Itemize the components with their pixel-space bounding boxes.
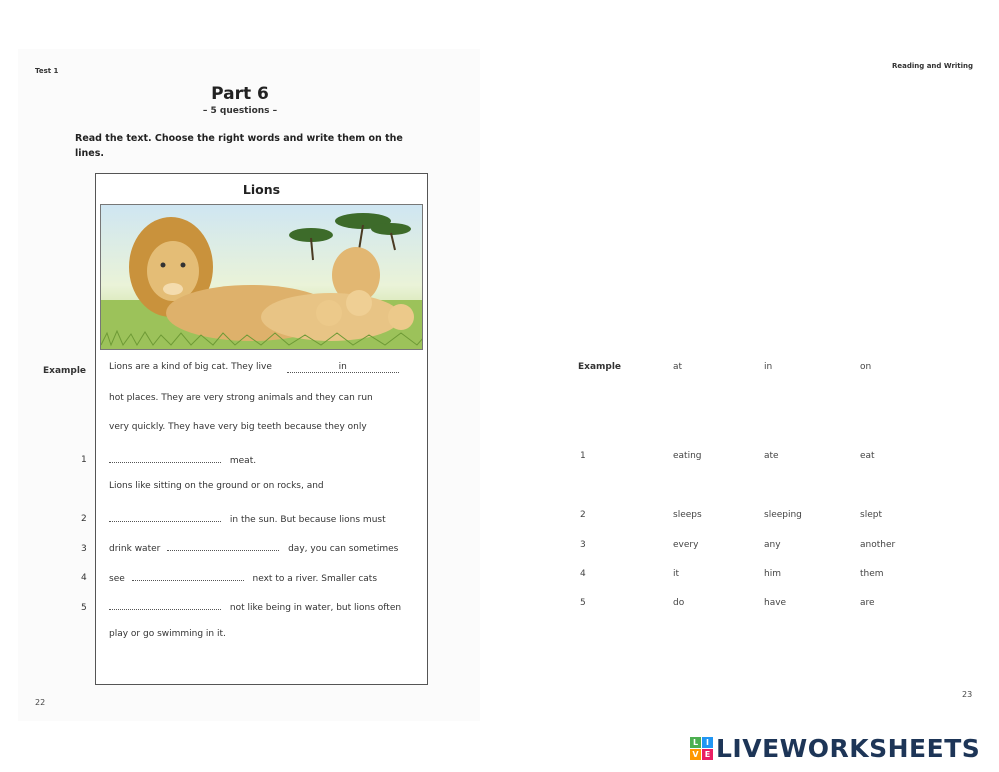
example-answer-line: in — [287, 362, 399, 373]
answer-blank-3[interactable] — [167, 540, 279, 551]
logo-tile: V — [690, 749, 701, 760]
option: eating — [673, 451, 702, 461]
line-text: next to a river. Smaller cats — [252, 574, 378, 584]
option: have — [764, 598, 787, 608]
line-text: meat. — [229, 456, 257, 466]
text-line — [109, 540, 398, 554]
line-text: Lions are a kind of big cat. They live — [109, 362, 272, 372]
page-number-right: 23 — [962, 690, 973, 699]
row-label: 1 — [580, 451, 586, 461]
option: another — [860, 540, 896, 550]
row-label: 2 — [580, 510, 586, 520]
answer-blank-5[interactable] — [109, 599, 221, 610]
text-line — [109, 362, 399, 373]
option: him — [764, 569, 781, 579]
text-line — [109, 570, 377, 584]
option: in — [764, 362, 773, 372]
option: eat — [860, 451, 875, 461]
lions-illustration — [100, 204, 423, 350]
option: slept — [860, 510, 882, 520]
text-line: play or go swimming in it. — [109, 629, 226, 639]
instructions: Read the text. Choose the right words and write them on the lines. — [75, 133, 403, 159]
option: it — [673, 569, 680, 579]
line-text: not like being in water, but lions often — [229, 603, 402, 613]
right-page — [486, 49, 982, 721]
option: are — [860, 598, 875, 608]
logo-text: LIVEWORKSHEETS — [716, 733, 981, 763]
option: ate — [764, 451, 779, 461]
logo-tile: E — [702, 749, 713, 760]
question-number: 4 — [81, 573, 87, 583]
option: sleeping — [764, 510, 802, 520]
part-subtitle: – 5 questions – — [202, 106, 278, 116]
row-label: 5 — [580, 598, 586, 608]
answer-blank-4[interactable] — [132, 570, 244, 581]
test-header: Test 1 — [35, 67, 59, 75]
line-text: in the sun. But because lions must — [229, 515, 386, 525]
example-label: Example — [43, 366, 87, 376]
line-text: day, you can sometimes — [288, 544, 399, 554]
option: every — [673, 540, 699, 550]
reading-writing-header: Reading and Writing — [892, 62, 974, 70]
page-number-left: 22 — [35, 698, 46, 707]
text-line — [109, 452, 256, 466]
option: at — [673, 362, 683, 372]
line-text: drink water — [109, 544, 161, 554]
option: do — [673, 598, 685, 608]
answer-blank-2[interactable] — [109, 511, 221, 522]
row-label: 4 — [580, 569, 586, 579]
text-line: Lions like sitting on the ground or on rocks, and — [109, 481, 324, 491]
logo-mark-icon — [690, 737, 713, 760]
box-title: Lions — [242, 182, 281, 197]
option: any — [764, 540, 781, 550]
logo-tile: L — [690, 737, 701, 748]
answer-blank-1[interactable] — [109, 452, 221, 463]
question-number: 5 — [81, 603, 87, 613]
liveworksheets-logo — [690, 733, 980, 763]
row-label: Example — [578, 362, 622, 372]
question-number: 2 — [81, 514, 87, 524]
text-line: hot places. They are very strong animals and they can run — [109, 393, 373, 403]
text-line — [109, 511, 386, 525]
option: sleeps — [673, 510, 702, 520]
option: on — [860, 362, 872, 372]
part-title: Part 6 — [211, 84, 269, 104]
row-label: 3 — [580, 540, 586, 550]
line-text: see — [109, 574, 125, 584]
text-line: very quickly. They have very big teeth because they only — [109, 422, 367, 432]
question-number: 1 — [81, 455, 87, 465]
text-line — [109, 599, 401, 613]
logo-tile: I — [702, 737, 713, 748]
option: them — [860, 569, 884, 579]
question-number: 3 — [81, 544, 87, 554]
